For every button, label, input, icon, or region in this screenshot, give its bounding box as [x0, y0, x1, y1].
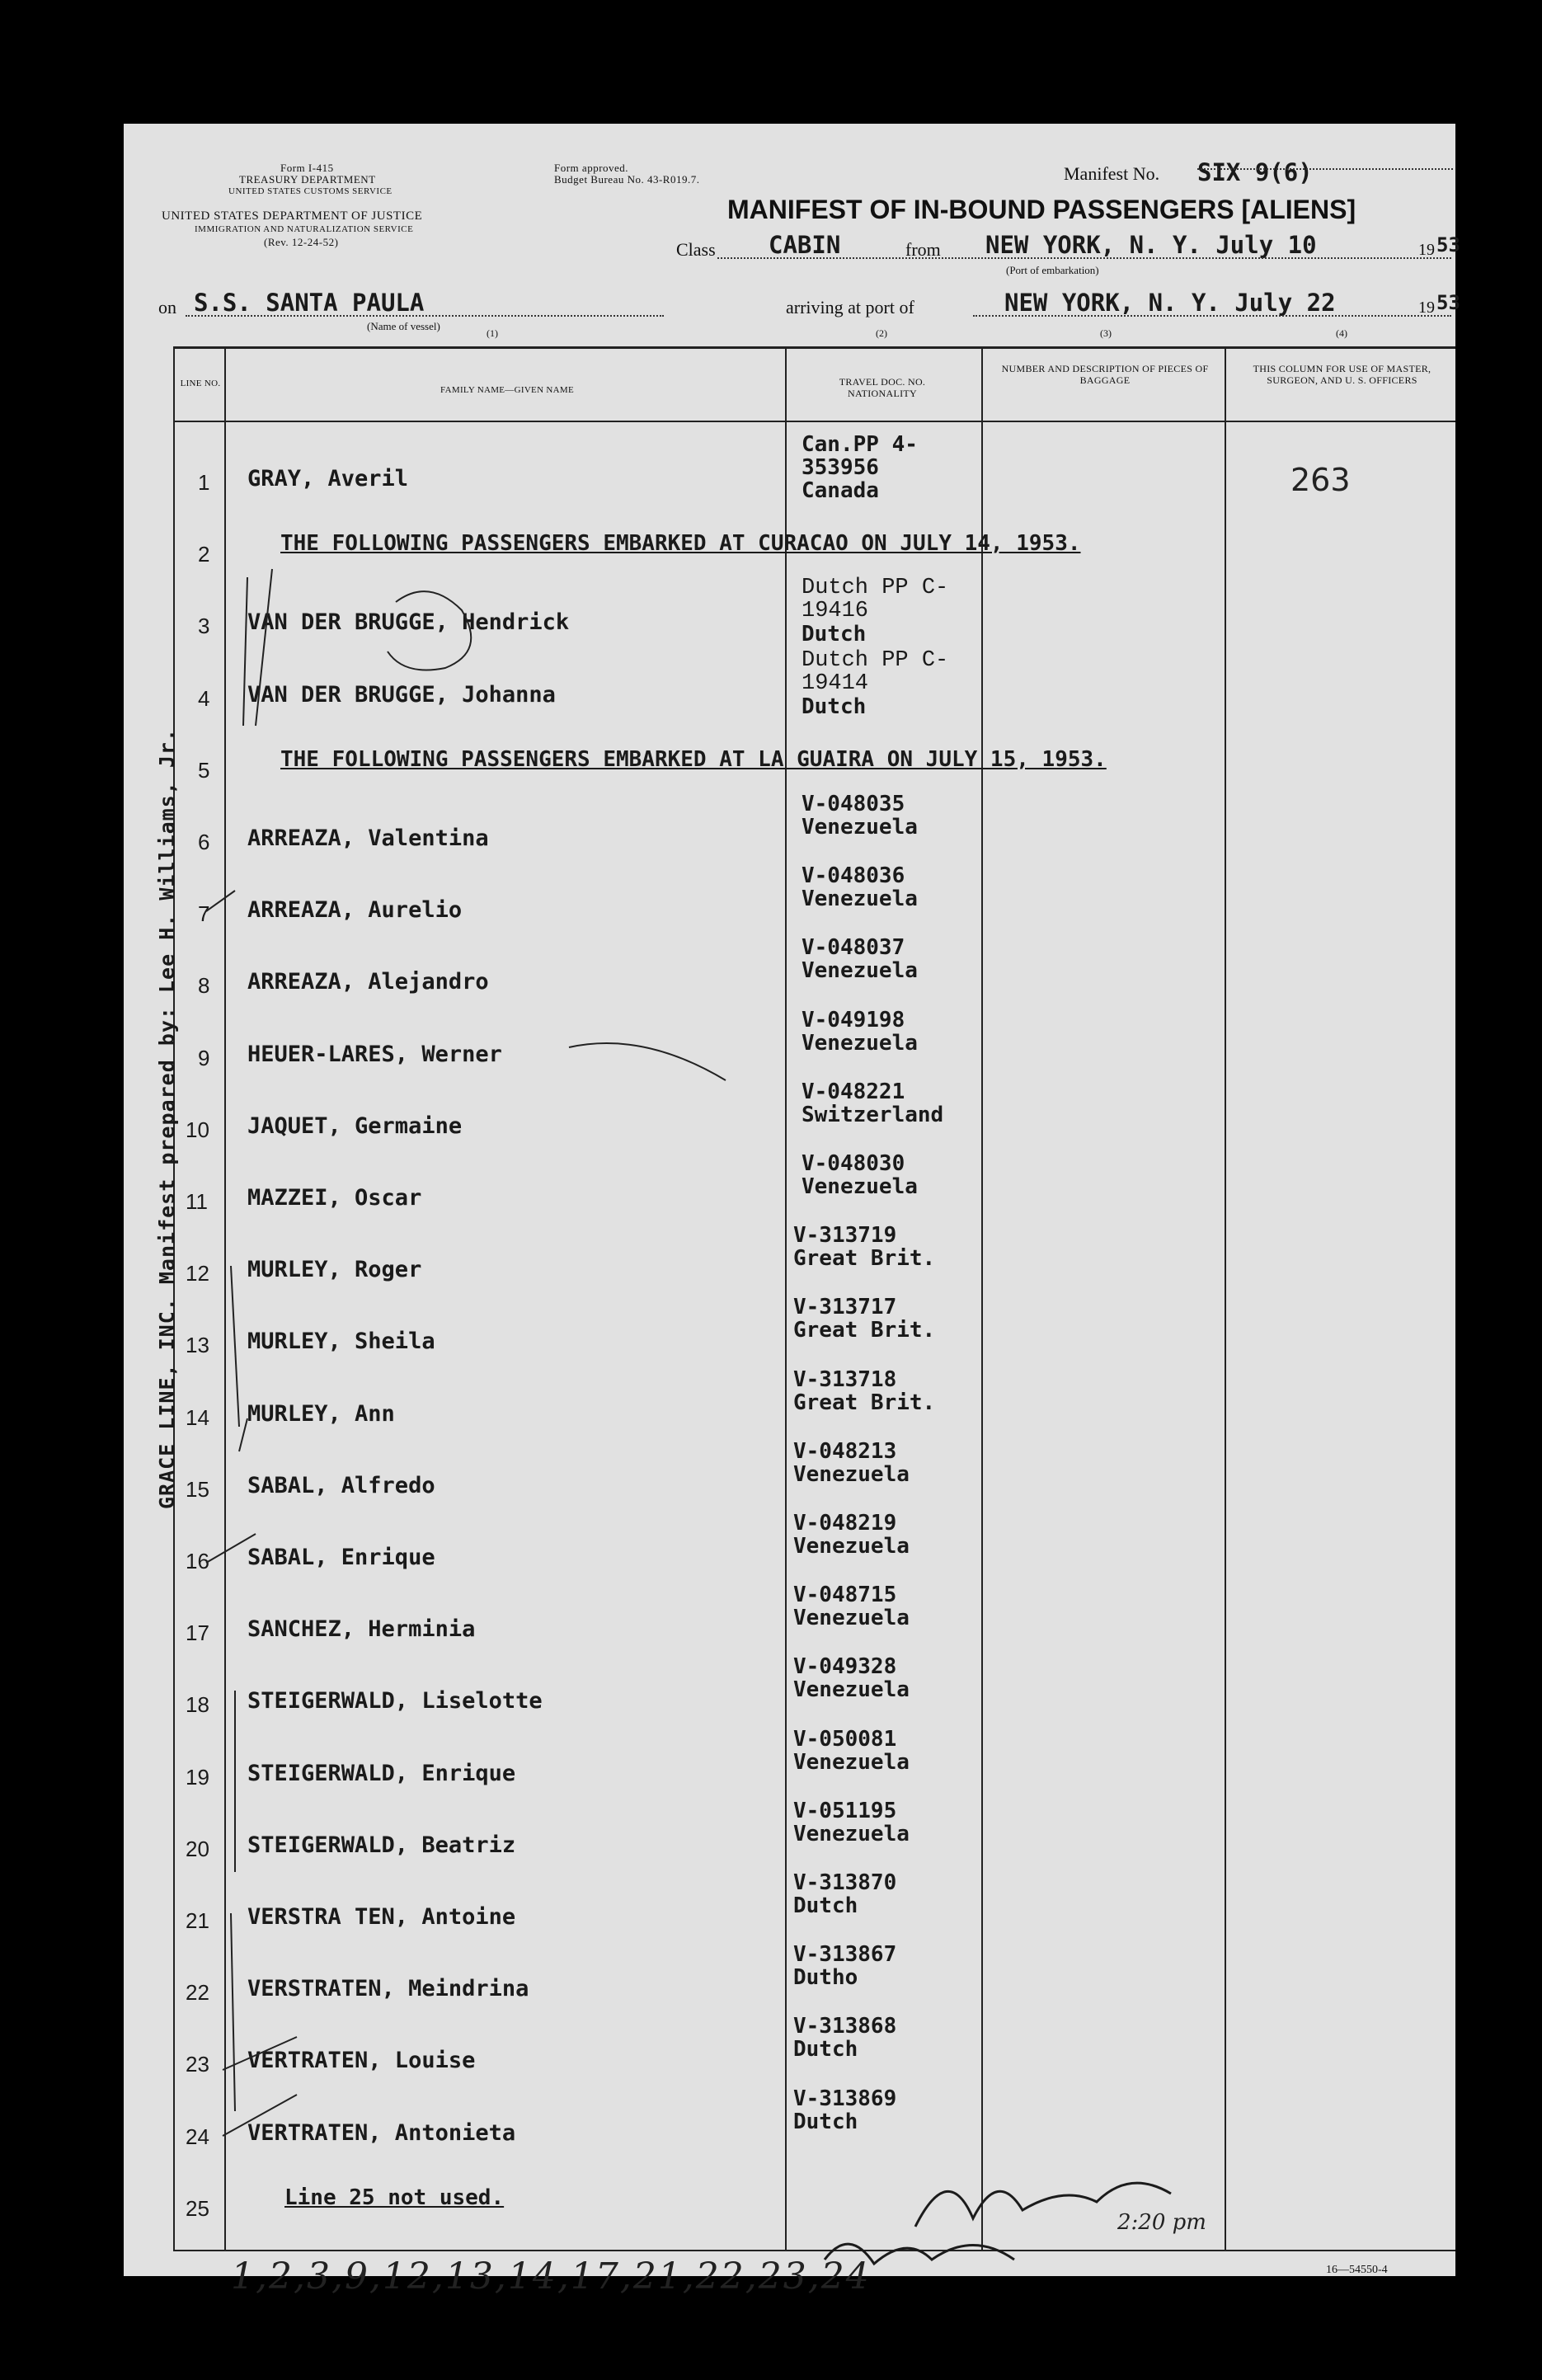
- arriving-label: arriving at port of: [786, 297, 914, 317]
- manifest-title: MANIFEST OF IN-BOUND PASSENGERS [ALIENS]: [727, 195, 1356, 224]
- passenger-name: STEIGERWALD, Beatriz: [247, 1832, 516, 1858]
- nationality: Venezuela: [802, 887, 918, 912]
- class-dots: [717, 257, 1451, 259]
- vessel-name: S.S. SANTA PAULA: [194, 289, 425, 317]
- passenger-name: VAN DER BRUGGE, Hendrick: [247, 609, 570, 636]
- table-top-border: [173, 346, 1455, 349]
- customs-service: UNITED STATES CUSTOMS SERVICE: [228, 186, 393, 196]
- line-number: 21: [186, 1908, 209, 1933]
- line-number: 9: [198, 1045, 210, 1070]
- year-prefix-1: 19: [1418, 241, 1435, 259]
- line-number: 19: [186, 1764, 209, 1790]
- line-number: 8: [198, 973, 210, 999]
- doj: UNITED STATES DEPARTMENT OF JUSTICE: [162, 209, 423, 223]
- manifest-no-value: SIX 9(6): [1197, 158, 1313, 186]
- class-value: CABIN: [769, 231, 841, 259]
- punch-hole-icon: [77, 2194, 113, 2230]
- nationality: Dutch: [802, 622, 867, 647]
- arriving-value: NEW YORK, N. Y. July 22: [1004, 289, 1336, 317]
- passenger-name: MURLEY, Sheila: [247, 1329, 435, 1355]
- nationality: Venezuela: [793, 1749, 910, 1775]
- table-bottom-border: [173, 2250, 1455, 2251]
- travel-doc-number: V-313718: [793, 1366, 897, 1392]
- nationality: Venezuela: [802, 958, 918, 984]
- line-number: 23: [186, 2052, 209, 2077]
- passenger-name: VERTRATEN, Louise: [247, 2048, 476, 2074]
- punch-hole-icon: [77, 192, 113, 228]
- travel-doc-number: V-048715: [793, 1583, 897, 1608]
- travel-doc-number: V-048030: [802, 1151, 905, 1176]
- arriving-dots: [973, 315, 1451, 317]
- passenger-name: MURLEY, Ann: [247, 1400, 395, 1427]
- nationality: Dutch: [793, 1893, 858, 1918]
- line-number: 2: [198, 542, 210, 567]
- passenger-name: MAZZEI, Oscar: [247, 1185, 422, 1211]
- travel-doc-number: V-050081: [793, 1726, 897, 1752]
- travel-doc-number: V-048219: [793, 1511, 897, 1536]
- header-name: FAMILY NAME—GIVEN NAME: [440, 385, 574, 395]
- header-baggage: NUMBER AND DESCRIPTION OF PIECES OF BAGGAGE: [1001, 363, 1209, 386]
- travel-doc-number: Dutch PP C-19414: [802, 647, 949, 696]
- punch-hole-icon: [77, 1517, 113, 1554]
- passenger-name: VERSTRATEN, Meindrina: [247, 1976, 529, 2002]
- passenger-name: VAN DER BRUGGE, Johanna: [247, 681, 556, 708]
- line-number: 22: [186, 1980, 209, 2006]
- nationality: Dutho: [793, 1965, 858, 1991]
- year-2: 53: [1436, 291, 1460, 314]
- nationality: Canada: [802, 478, 879, 503]
- line-number: 3: [198, 614, 210, 639]
- travel-doc-number: V-049328: [793, 1654, 897, 1680]
- header-bottom-border: [173, 421, 1455, 422]
- col-4-label: (4): [1336, 327, 1347, 339]
- line-number: 10: [186, 1117, 209, 1142]
- nationality: Dutch: [793, 2037, 858, 2063]
- punch-hole-icon: [77, 1643, 113, 1679]
- header-line-no: LINE NO.: [180, 379, 221, 388]
- punch-hole-icon: [77, 605, 113, 642]
- travel-doc-number: V-048037: [802, 935, 905, 961]
- year-1: 53: [1436, 233, 1460, 256]
- col-2-label: (2): [876, 327, 887, 339]
- line-number: 6: [198, 830, 210, 854]
- passenger-name: ARREAZA, Aurelio: [247, 897, 463, 924]
- nationality: Switzerland: [802, 1102, 944, 1127]
- punch-hole-icon: [77, 848, 113, 884]
- section-note: THE FOLLOWING PASSENGERS EMBARKED AT CURACAO ON JULY 14, 1953.: [280, 531, 1081, 557]
- from-value: NEW YORK, N. Y. July 10: [985, 231, 1317, 259]
- handwritten-time: 2:20 pm: [1117, 2210, 1206, 2235]
- baggage-col-border: [1225, 346, 1226, 2251]
- doc-col-border: [981, 346, 983, 2251]
- on-label: on: [158, 297, 176, 317]
- nationality: Venezuela: [793, 1606, 910, 1631]
- line-number: 11: [186, 1189, 208, 1214]
- budget-bureau: Budget Bureau No. 43-R019.7.: [554, 173, 700, 186]
- form-number: Form I-415: [280, 162, 334, 174]
- passenger-name: SABAL, Enrique: [247, 1545, 435, 1570]
- handwritten-bottom-numbers: 1,2,3,9,12,13,14,17,21,22,23,24: [231, 2255, 871, 2298]
- year-prefix-2: 19: [1418, 299, 1435, 317]
- ins: IMMIGRATION AND NATURALIZATION SERVICE: [195, 224, 414, 234]
- footer-code: 16—54550-4: [1326, 2264, 1388, 2276]
- manifest-no-label: Manifest No.: [1064, 163, 1160, 184]
- nationality: Great Brit.: [793, 1318, 936, 1343]
- line-col-border: [224, 346, 226, 2251]
- port-embarkation-caption: (Port of embarkation): [1006, 264, 1099, 276]
- travel-doc-number: V-048221: [802, 1079, 905, 1104]
- passenger-name: STEIGERWALD, Enrique: [247, 1760, 516, 1786]
- line-number: 20: [186, 1836, 209, 1861]
- line-number: 7: [198, 901, 210, 927]
- class-label: Class: [676, 239, 716, 260]
- line-number: 5: [198, 757, 210, 783]
- side-prepared-by: GRACE LINE, INC. Manifest prepared by: Lee H. Williams, Jr.: [155, 727, 179, 1509]
- line-number: 4: [198, 685, 210, 711]
- punch-hole-icon: [77, 716, 113, 752]
- nationality: Venezuela: [793, 1534, 910, 1559]
- nationality: Dutch: [793, 2109, 858, 2134]
- nationality: Venezuela: [802, 1174, 918, 1199]
- travel-doc-number: V-313867: [793, 1942, 897, 1968]
- line-number: 13: [186, 1333, 209, 1358]
- travel-doc-number: Dutch PP C-19416: [802, 576, 949, 624]
- travel-doc-number: V-313719: [793, 1223, 897, 1249]
- treasury-department: TREASURY DEPARTMENT: [239, 173, 376, 186]
- travel-doc-number: V-049198: [802, 1007, 905, 1032]
- travel-doc-number: V-048035: [802, 792, 905, 816]
- line-number: 18: [186, 1692, 209, 1718]
- travel-doc-number: V-313870: [793, 1870, 897, 1895]
- revision: (Rev. 12-24-52): [264, 236, 339, 248]
- nationality: Great Brit.: [793, 1246, 936, 1272]
- line-number: 16: [186, 1549, 209, 1573]
- col-3-label: (3): [1100, 327, 1112, 339]
- passenger-name: VERSTRA TEN, Antoine: [247, 1904, 516, 1930]
- handwritten-263: 263: [1290, 462, 1351, 498]
- punch-hole-icon: [77, 1775, 113, 1811]
- passenger-name: STEIGERWALD, Liselotte: [247, 1688, 543, 1714]
- nationality: Great Brit.: [793, 1390, 936, 1415]
- line-number: 12: [186, 1261, 209, 1286]
- line-number: 17: [186, 1620, 209, 1646]
- manifest-dots: [1197, 168, 1453, 170]
- travel-doc-number: V-048213: [793, 1438, 897, 1464]
- line-number: 15: [186, 1476, 209, 1502]
- line-number: 1: [198, 470, 210, 495]
- travel-doc-number: V-313717: [793, 1295, 897, 1320]
- nationality: Venezuela: [793, 1461, 910, 1487]
- travel-doc-number: V-313869: [793, 2086, 897, 2111]
- section-note: Line 25 not used.: [284, 2185, 505, 2210]
- passenger-name: ARREAZA, Valentina: [247, 825, 489, 851]
- passenger-name: VERTRATEN, Antonieta: [247, 2119, 516, 2146]
- nationality: Venezuela: [793, 1677, 910, 1703]
- nationality: Dutch: [802, 694, 867, 719]
- vessel-caption: (Name of vessel): [367, 320, 440, 332]
- line-number: 14: [186, 1404, 209, 1430]
- punch-hole-icon: [77, 317, 113, 354]
- punch-hole-icon: [77, 1907, 113, 1943]
- passenger-name: HEUER-LARES, Werner: [247, 1041, 502, 1067]
- form-approved: Form approved.: [554, 162, 629, 174]
- name-col-border: [785, 346, 787, 2251]
- passenger-name: SABAL, Alfredo: [247, 1472, 435, 1498]
- nationality: Venezuela: [802, 815, 918, 840]
- nationality: Venezuela: [793, 1821, 910, 1846]
- passenger-name: SANCHEZ, Herminia: [247, 1616, 476, 1643]
- header-officers: THIS COLUMN FOR USE OF MASTER, SURGEON, AND U. S. OFFICERS: [1253, 363, 1432, 386]
- passenger-name: ARREAZA, Alejandro: [247, 969, 489, 995]
- travel-doc-number: Can.PP 4-353956: [802, 432, 918, 480]
- passenger-name: MURLEY, Roger: [247, 1257, 422, 1283]
- line-number: 24: [186, 2124, 209, 2149]
- from-label: from: [905, 239, 941, 260]
- vessel-dots: [186, 315, 664, 317]
- passenger-name: GRAY, Averil: [247, 466, 409, 492]
- section-note: THE FOLLOWING PASSENGERS EMBARKED AT LA GUAIRA ON JULY 15, 1953.: [280, 746, 1107, 772]
- col-1-label: (1): [487, 327, 498, 339]
- travel-doc-number: V-051195: [793, 1798, 897, 1823]
- line-number: 25: [186, 2195, 209, 2221]
- nationality: Venezuela: [802, 1030, 918, 1056]
- header-travel-doc: TRAVEL DOC. NO. NATIONALITY: [839, 376, 926, 399]
- passenger-name: JAQUET, Germaine: [247, 1112, 463, 1139]
- travel-doc-number: V-313868: [793, 2014, 897, 2039]
- travel-doc-number: V-048036: [802, 863, 905, 889]
